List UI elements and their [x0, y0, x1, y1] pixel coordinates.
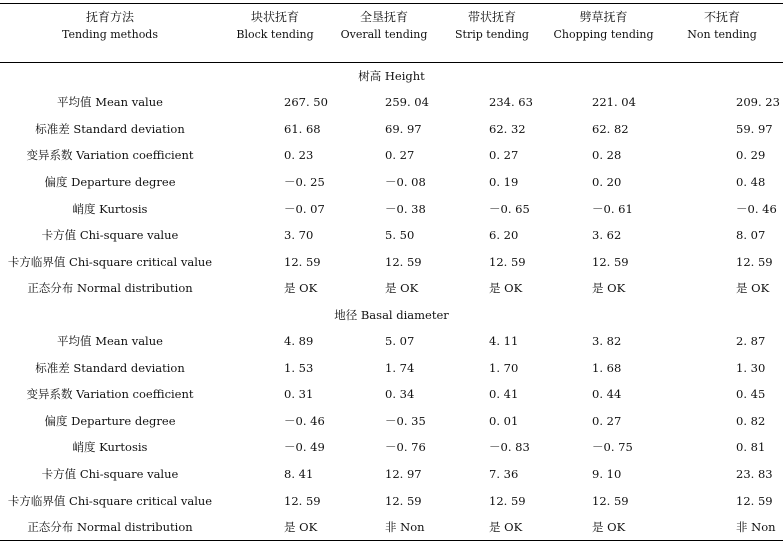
- table-cell: 12. 59: [284, 254, 321, 269]
- table-cell: 是 OK: [489, 281, 523, 296]
- table-cell: 0. 82: [736, 413, 766, 428]
- col-header-en: Block tending: [220, 25, 330, 63]
- table-cell: 1. 68: [592, 360, 622, 375]
- row-label: 峭度 Kurtosis: [72, 440, 148, 455]
- table-cell: 1. 70: [489, 360, 519, 375]
- stats-table: [0, 3, 783, 541]
- table-cell: 23. 83: [736, 467, 773, 482]
- table-row: [0, 461, 783, 488]
- row-label: 卡方值 Chi-square value: [41, 228, 179, 243]
- table-cell: －0. 65: [489, 201, 530, 216]
- table-cell: 是 OK: [592, 520, 626, 535]
- table-cell: 3. 62: [592, 228, 622, 243]
- col-header-en: Strip tending: [438, 25, 546, 63]
- table-cell: 3. 82: [592, 334, 622, 349]
- row-label: 卡方临界值 Chi-square critical value: [7, 493, 213, 508]
- table-cell: 12. 59: [592, 493, 629, 508]
- table-row: [0, 514, 783, 541]
- col-header-en: Overall tending: [330, 25, 438, 63]
- table-cell: －0. 46: [284, 413, 325, 428]
- table-cell: 5. 07: [385, 334, 415, 349]
- table-cell: －0. 83: [489, 440, 530, 455]
- table-cell: －0. 08: [385, 175, 426, 190]
- table-row: [0, 249, 783, 276]
- table-cell: 是 OK: [736, 281, 770, 296]
- table-cell: －0. 75: [592, 440, 633, 455]
- table-row: [0, 275, 783, 302]
- table-cell: 0. 31: [284, 387, 314, 402]
- table-cell: 0. 81: [736, 440, 766, 455]
- row-label: 峭度 Kurtosis: [72, 201, 148, 216]
- table-cell: 259. 04: [385, 95, 429, 110]
- table-cell: 221. 04: [592, 95, 636, 110]
- row-label: 平均值 Mean value: [57, 95, 163, 110]
- table-cell: 12. 59: [385, 254, 422, 269]
- table-row: [0, 354, 783, 381]
- header-row-zh: [0, 3, 783, 25]
- row-label: 标准差 Standard deviation: [35, 121, 185, 136]
- table-cell: 59. 97: [736, 121, 773, 136]
- table-cell: －0. 07: [284, 201, 325, 216]
- table-cell: 4. 11: [489, 334, 519, 349]
- section-header-row: [0, 63, 783, 90]
- table-cell: 267. 50: [284, 95, 328, 110]
- table-cell: －0. 38: [385, 201, 426, 216]
- table-cell: 2. 87: [736, 334, 766, 349]
- table-cell: 9. 10: [592, 467, 622, 482]
- table-cell: 是 OK: [592, 281, 626, 296]
- col-header-zh: 块状抚育: [250, 10, 299, 24]
- table-cell: －0. 46: [736, 201, 777, 216]
- table-cell: 0. 27: [489, 148, 519, 163]
- table-cell: 非 Non: [385, 520, 425, 535]
- table-cell: 12. 59: [284, 493, 321, 508]
- row-label: 卡方临界值 Chi-square critical value: [7, 254, 213, 269]
- table-cell: 61. 68: [284, 121, 321, 136]
- table-cell: 7. 36: [489, 467, 519, 482]
- table-cell: 6. 20: [489, 228, 519, 243]
- table-cell: 12. 59: [385, 493, 422, 508]
- table-cell: 12. 59: [489, 493, 526, 508]
- table-cell: 0. 19: [489, 175, 519, 190]
- col-header-zh: 全垦抚育: [359, 10, 408, 24]
- table-cell: 8. 41: [284, 467, 314, 482]
- table-cell: 0. 45: [736, 387, 766, 402]
- row-label: 卡方值 Chi-square value: [41, 467, 179, 482]
- row-label: 平均值 Mean value: [57, 334, 163, 349]
- table-row: [0, 169, 783, 196]
- table-cell: 62. 32: [489, 121, 526, 136]
- table-row: [0, 195, 783, 222]
- table-cell: 是 OK: [489, 520, 523, 535]
- table-cell: 是 OK: [385, 281, 419, 296]
- table-row: [0, 487, 783, 514]
- col-header-zh: 不抚育: [703, 10, 740, 24]
- table-cell: 0. 44: [592, 387, 622, 402]
- table-row: [0, 222, 783, 249]
- table-cell: 12. 97: [385, 467, 422, 482]
- row-label: 变异系数 Variation coefficient: [26, 148, 194, 163]
- table-cell: 12. 59: [736, 493, 773, 508]
- table-cell: 0. 27: [592, 413, 622, 428]
- table-row: [0, 142, 783, 169]
- table-cell: 0. 20: [592, 175, 622, 190]
- table-cell: －0. 25: [284, 175, 325, 190]
- row-label: 正态分布 Normal distribution: [27, 520, 193, 535]
- table-cell: 非 Non: [736, 520, 776, 535]
- table-cell: 4. 89: [284, 334, 314, 349]
- col-header-zh: 劈草抚育: [579, 10, 628, 24]
- col-header-zh: 带状抚育: [467, 10, 516, 24]
- table-cell: 1. 74: [385, 360, 415, 375]
- header-row-en: [0, 25, 783, 63]
- table-cell: 0. 29: [736, 148, 766, 163]
- table-row: [0, 328, 783, 355]
- table-cell: 0. 27: [385, 148, 415, 163]
- table-cell: －0. 76: [385, 440, 426, 455]
- table-cell: －0. 49: [284, 440, 325, 455]
- table-cell: 0. 23: [284, 148, 314, 163]
- table-cell: 是 OK: [284, 520, 318, 535]
- table-row: [0, 116, 783, 143]
- table-cell: 69. 97: [385, 121, 422, 136]
- table-cell: 1. 30: [736, 360, 766, 375]
- bottom-rule: [0, 540, 783, 541]
- table-row: [0, 381, 783, 408]
- table-cell: 209. 23: [736, 95, 780, 110]
- table-row: [0, 408, 783, 435]
- section-title: 地径 Basal diameter: [334, 307, 449, 322]
- row-label: 正态分布 Normal distribution: [27, 281, 193, 296]
- table-cell: 3. 70: [284, 228, 314, 243]
- col-header-en: Chopping tending: [546, 25, 661, 63]
- table-cell: 12. 59: [489, 254, 526, 269]
- section-header-row: [0, 302, 783, 328]
- col-header-en: Tending methods: [0, 25, 220, 63]
- col-header-en: Non tending: [661, 25, 783, 63]
- row-label: 标准差 Standard deviation: [35, 360, 185, 375]
- table-row: [0, 434, 783, 461]
- table-cell: 234. 63: [489, 95, 533, 110]
- row-label: 偏度 Departure degree: [44, 413, 176, 428]
- table-cell: 5. 50: [385, 228, 415, 243]
- section-title: 树高 Height: [358, 69, 425, 83]
- table-cell: 0. 01: [489, 413, 519, 428]
- col-header-zh: 抚育方法: [85, 10, 134, 24]
- table-cell: －0. 35: [385, 413, 426, 428]
- row-label: 偏度 Departure degree: [44, 175, 176, 190]
- table-cell: 62. 82: [592, 121, 629, 136]
- table-cell: 0. 34: [385, 387, 415, 402]
- table-cell: 0. 41: [489, 387, 519, 402]
- table-cell: －0. 61: [592, 201, 633, 216]
- table-cell: 1. 53: [284, 360, 314, 375]
- table-cell: 0. 28: [592, 148, 622, 163]
- table-cell: 8. 07: [736, 228, 766, 243]
- table-cell: 0. 48: [736, 175, 766, 190]
- table-row: [0, 89, 783, 116]
- table-cell: 是 OK: [284, 281, 318, 296]
- table-cell: 12. 59: [592, 254, 629, 269]
- table-cell: 12. 59: [736, 254, 773, 269]
- row-label: 变异系数 Variation coefficient: [26, 387, 194, 402]
